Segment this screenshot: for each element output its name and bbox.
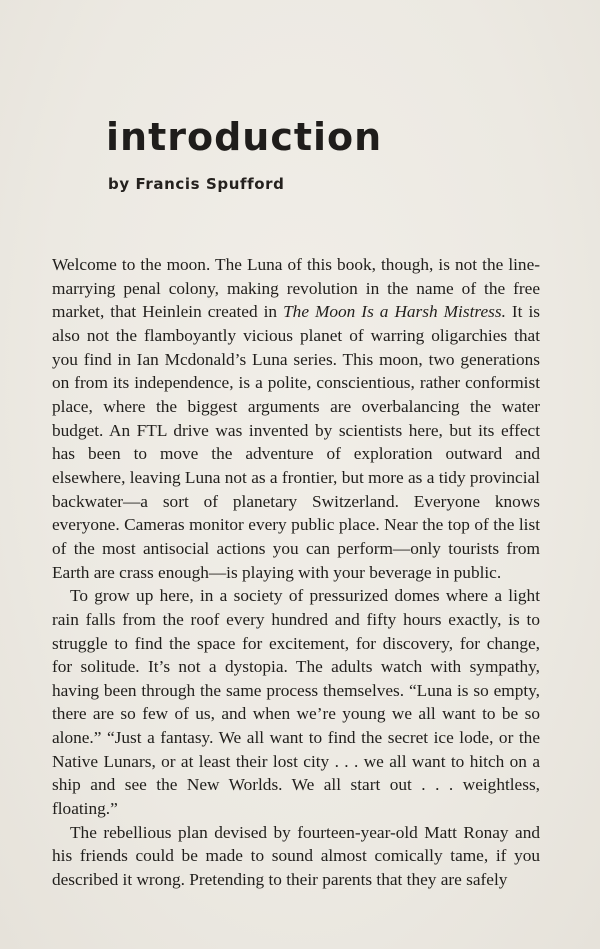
chapter-title: introduction (106, 115, 383, 159)
paragraph-text: The rebellious plan devised by fourteen-year-old Matt Ronay and his friends could be made to sound almost comically tame, if you described it wrong. Pretending to their parents that they are safely (52, 822, 540, 890)
chapter-byline: by Francis Spufford (108, 175, 285, 193)
paragraph-text: It is also not the flamboyantly vicious planet of warring oligarchies that you find in Ian Mcdonald’s Luna series. This moon, two generations on from its independence, is a polite, conscientious, rather conformist place, where the biggest arguments are overbalancing the water budget. An FTL drive was invented by scientists here, but its effect has been to move the adventure of exploration outward and elsewhere, leaving Luna not as a frontier, but more as a tidy provincial backwater—a sort of planetary Switzerland. Everyone knows everyone. Cameras monitor every public place. Near the top of the list of the most antisocial actions you can perform—only tourists from Earth are crass enough—is playing with your beverage in public. (52, 302, 540, 582)
paragraph-text: To grow up here, in a society of pressurized domes where a light rain falls from the roof every hundred and fifty hours exactly, is to struggle to find the space for excitement, for discovery, for change, for solitude. It’s not a dystopia. The adults watch with sympathy, having been through the same process themselves. “Luna is so empty, there are so few of us, and when we’re young we all want to be so alone.” “Just a fantasy. We all want to find the secret ice lode, or the Native Lunars, or at least their lost city . . . we all want to hitch on a ship and see the New Worlds. We all start out . . . weightless, floating.” (52, 586, 540, 819)
body-text (52, 253, 540, 892)
body-paragraph (52, 584, 540, 821)
body-paragraph (52, 253, 540, 584)
body-paragraph (52, 821, 540, 892)
book-title-italic: The Moon Is a Harsh Mistress. (283, 302, 506, 322)
paragraph-text: Welcome to the moon. The Luna of this book, though, is not the line-marrying penal colony, making revolution in the name of the free market, that Heinlein created in (52, 255, 540, 322)
